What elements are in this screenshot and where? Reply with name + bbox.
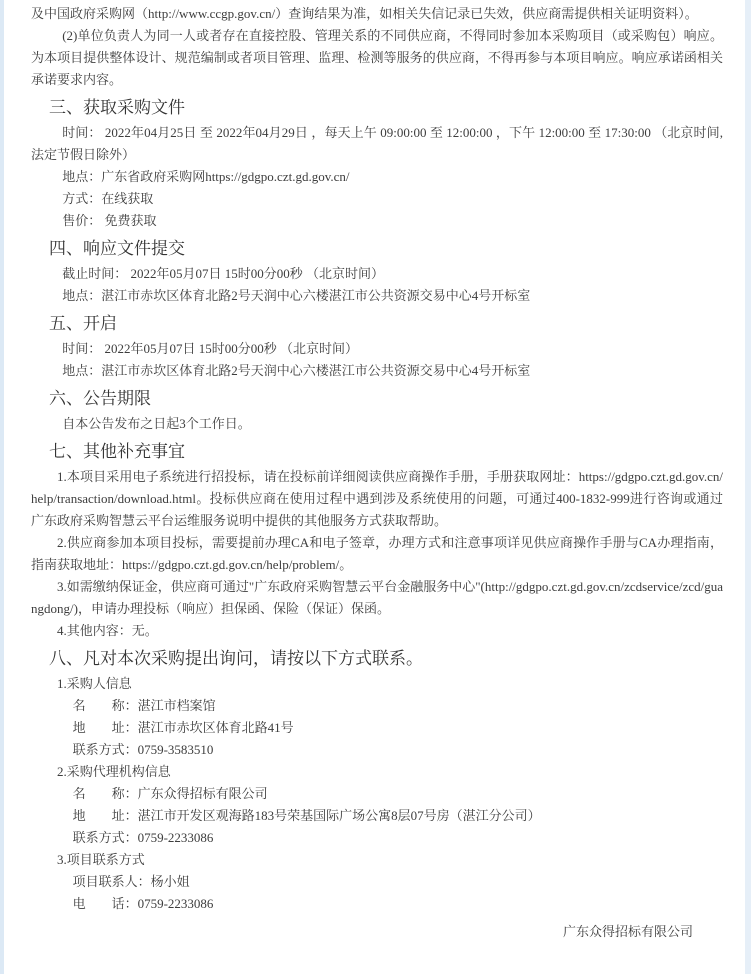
- section-title: 八、凡对本次采购提出询问，请按以下方式联系。: [49, 649, 423, 668]
- text-line: 3.项目联系方式: [57, 852, 145, 867]
- text-line: 名 称：湛江市档案馆: [72, 698, 216, 713]
- text-line: 2.供应商参加本项目投标，需要提前办理CA和电子签章，办理方式和注意事项详见供应商操作手册与CA办理指南，指南获取地址：https://gdgpo.czt.gd.gov.cn/help/problem/。: [31, 535, 723, 572]
- text-line: 地 址：湛江市赤坎区体育北路41号: [72, 720, 294, 735]
- text-line: 1.本项目采用电子系统进行招投标，请在投标前详细阅读供应商操作手册，手册获取网址：https://gdgpo.czt.gd.gov.cn/help/transaction/download.html。投标供应商在使用过程中遇到涉及系统使用的问题，可通过400-1832-999进行咨询或通过广东政府采购智慧云平台运维服务说明中提供的其他服务方式获取帮助。: [31, 469, 723, 528]
- text-line: 地点：湛江市赤坎区体育北路2号天润中心六楼湛江市公共资源交易中心4号开标室: [62, 363, 531, 378]
- text-line: 方式：在线获取: [62, 191, 154, 206]
- document-content: [4, 0, 745, 915]
- document-page: [4, 0, 745, 974]
- text-line: 3.如需缴纳保证金，供应商可通过"广东政府采购智慧云平台金融服务中心"(http://gdgpo.czt.gd.gov.cn/zcdservice/zcd/guangdong/)，申请办理投标（响应）担保函、保险（保证）保函。: [31, 579, 723, 616]
- text-line: 项目联系人：杨小姐: [72, 874, 190, 889]
- text-line: 时间： 2022年04月25日 至 2022年04月29日 ，每天上午 09:00:00 至 12:00:00 ，下午 12:00:00 至 17:30:00 （北京时间,法定节假日除外）: [31, 125, 723, 162]
- agency-signature: 广东众得招标有限公司: [562, 924, 693, 939]
- text-line: 及中国政府采购网（http://www.ccgp.gov.cn/）查询结果为准，如相关失信记录已失效，供应商需提供相关证明资料）。: [31, 6, 698, 21]
- text-line: 4.其他内容：无。: [57, 623, 158, 638]
- text-line: 联系方式：0759-3583510: [72, 742, 214, 757]
- section-title: 七、其他补充事宜: [49, 442, 185, 461]
- text-line: 名 称：广东众得招标有限公司: [72, 786, 268, 801]
- text-line: 地 址：湛江市开发区观海路183号荣基国际广场公寓8层07号房（湛江分公司）: [72, 808, 541, 823]
- text-line: 联系方式：0759-2233086: [72, 830, 214, 845]
- section-title: 五、开启: [49, 314, 117, 333]
- page-background-strip-right: [745, 0, 751, 974]
- text-line: 2.采购代理机构信息: [57, 764, 171, 779]
- section-title: 四、响应文件提交: [49, 239, 185, 258]
- text-line: 地点：湛江市赤坎区体育北路2号天润中心六楼湛江市公共资源交易中心4号开标室: [62, 288, 531, 303]
- section-title: 三、获取采购文件: [49, 98, 185, 117]
- text-line: 自本公告发布之日起3个工作日。: [62, 416, 251, 431]
- text-line: 电 话：0759-2233086: [72, 896, 214, 911]
- text-line: 1.采购人信息: [57, 676, 132, 691]
- text-line: (2)单位负责人为同一人或者存在直接控股、管理关系的不同供应商，不得同时参加本采购项目（或采购包）响应。为本项目提供整体设计、规范编制或者项目管理、监理、检测等服务的供应商，不得再参与本项目响应。响应承诺函相关承诺要求内容。: [31, 28, 723, 87]
- text-line: 地点：广东省政府采购网https://gdgpo.czt.gd.gov.cn/: [62, 169, 350, 184]
- section-title: 六、公告期限: [49, 389, 151, 408]
- text-line: 截止时间： 2022年05月07日 15时00分00秒 （北京时间）: [62, 266, 384, 281]
- text-line: 时间： 2022年05月07日 15时00分00秒 （北京时间）: [62, 341, 358, 356]
- text-line: 售价： 免费获取: [62, 213, 157, 228]
